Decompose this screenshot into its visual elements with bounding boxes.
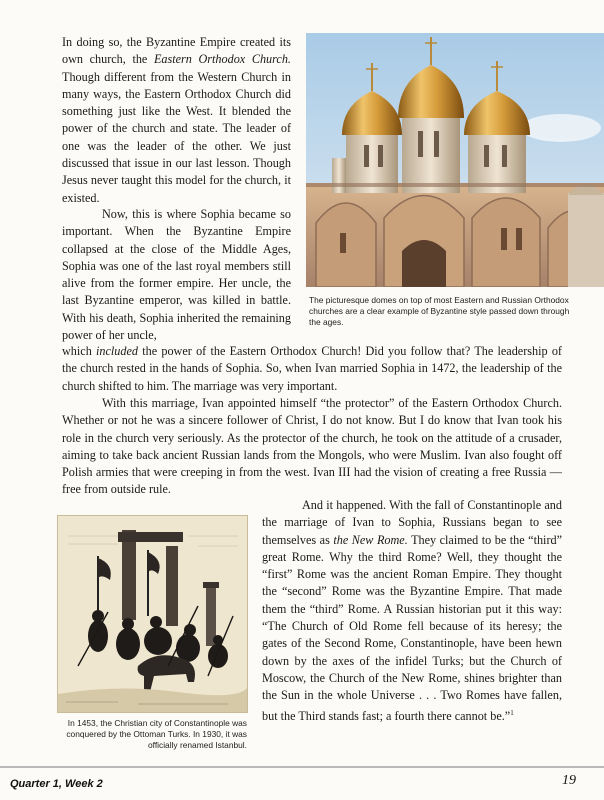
paragraph-2-continued: [62, 343, 562, 395]
p1-text-b: Though different from the Western Church in many ways, the Eastern Orthodox Church did something just like the West. It blended the power of the church and state. The leader of one was the leader of the other. We just discussed that issue in our last lesson. Though Jesus never taught this model for the church, it existed.: [62, 69, 291, 205]
paragraph-1: [62, 34, 291, 207]
p4-text-b: They claimed to be the “third” great Rome. Why the third Rome? Well, they thought the “first” Rome was the ancient Roman Empire. They thought the “second” Rome was the Byzantine Empire. That made them the “third” Rome. A Russian historian put it this way: “The Church of Old Rome fell because of its heresy; the gates of the Second Rome, Constantinople, have been hewn down by the axes of the infidel Turks; but the Church of Moscow, the Church of the New Rome, shines brighter than the Sun in the whole Universe . . . Two Romes have fallen, but the Third stands fast; a fourth there cannot be.”: [262, 532, 563, 723]
p4-emphasis: the New Rome.: [333, 532, 408, 547]
footer-section-label: Quarter 1, Week 2: [10, 778, 103, 790]
paragraph-3: [62, 395, 562, 499]
page-number: 19: [562, 773, 576, 788]
constantinople-illustration: [57, 515, 248, 713]
p3-text: With this marriage, Ivan appointed himself “the protector” of the Eastern Orthodox Church. Whether or not he was a sincere follower of Christ, I do not know. But I do know that Ivan took his role in the church very seriously. As the protector of the church, he took on the attitude of a crusader, aiming to take back ancient Russian lands from the Mongols, who were Muslim. Ivan also fought off Polish armies that were creeping in from the west. Ivan III had the vision of creating a free Russia — free from outside rule.: [62, 396, 562, 497]
p2-rest-text-a: which: [62, 344, 97, 358]
battle-scene-svg: [58, 516, 247, 712]
footnote-marker: 1: [510, 708, 514, 717]
cathedral-photo: [306, 33, 604, 287]
paragraph-2-top: [62, 206, 291, 344]
p1-text-a: In doing so, the Byzantine Empire created its own church, the: [62, 35, 291, 67]
p4-text-a: And it happened. With the fall of Constantinople and the marriage of Ivan to Sophia, Russians began to see themselves as: [262, 498, 562, 547]
p2-top-text: Now, this is where Sophia became so important. When the Byzantine Empire collapsed at the close of the Middle Ages, Sophia was one of the last royal members still alive from the former empire. Her uncle, the last Byzantine emperor, was killed in battle. With his death, Sophia inherited the remaining power of her uncle,: [62, 207, 291, 343]
p2-rest-emphasis: included: [96, 344, 138, 358]
illustration-caption: In 1453, the Christian city of Constantinople was conquered by the Ottoman Turks. In 1930, it was officially renamed Istanbul.: [66, 718, 247, 750]
footer-divider: [0, 766, 604, 768]
paragraph-4: [262, 497, 562, 725]
cathedral-illustration-svg: [306, 33, 604, 287]
p1-emphasis: Eastern Orthodox Church.: [153, 52, 291, 67]
photo-caption: The picturesque domes on top of most Eastern and Russian Orthodox churches are a clear example of Byzantine style passed down through the ages.: [309, 295, 570, 327]
p2-rest-text-b: the power of the Eastern Orthodox Church! Did you follow that? The leadership of the church rested in the hands of Sophia. So, when Ivan married Sophia in 1472, the leadership of the church shifted to him. The marriage was very important.: [62, 344, 562, 393]
